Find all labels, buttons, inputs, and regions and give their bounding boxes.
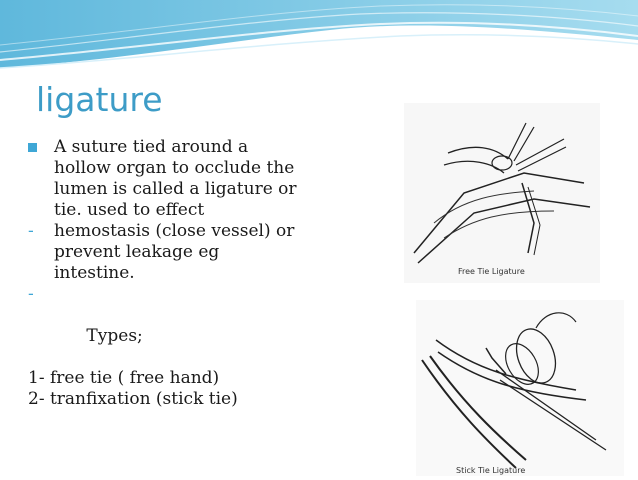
- slide-title: ligature: [36, 80, 163, 119]
- list-item: [28, 221, 298, 284]
- list-item-text: hemostasis (close vessel) or prevent leakage eg intestine.: [54, 221, 295, 283]
- header-banner: [0, 0, 638, 70]
- dash-marker: -: [28, 284, 34, 304]
- list-item-text: A suture tied around a hollow organ to occlude the lumen is called a ligature or tie. used to effect: [54, 137, 297, 220]
- figure-caption: Stick Tie Ligature: [456, 466, 526, 475]
- body-text: [28, 137, 298, 410]
- list-item-text: 1- free tie ( free hand): [28, 368, 220, 388]
- list-item: [28, 368, 298, 389]
- list-item-text: 2- tranfixation (stick tie): [28, 389, 238, 409]
- free-tie-illustration: [404, 103, 600, 283]
- figure-caption: Free Tie Ligature: [458, 267, 525, 276]
- list-item: [28, 137, 298, 221]
- stick-tie-illustration: [416, 300, 624, 476]
- list-item: [28, 284, 298, 368]
- dash-marker: -: [28, 221, 34, 241]
- free-tie-drawing: [404, 103, 600, 283]
- list-item-text: Types;: [75, 326, 143, 346]
- square-bullet-icon: [28, 143, 37, 152]
- list-item: [28, 389, 298, 410]
- stick-tie-drawing: [416, 300, 624, 476]
